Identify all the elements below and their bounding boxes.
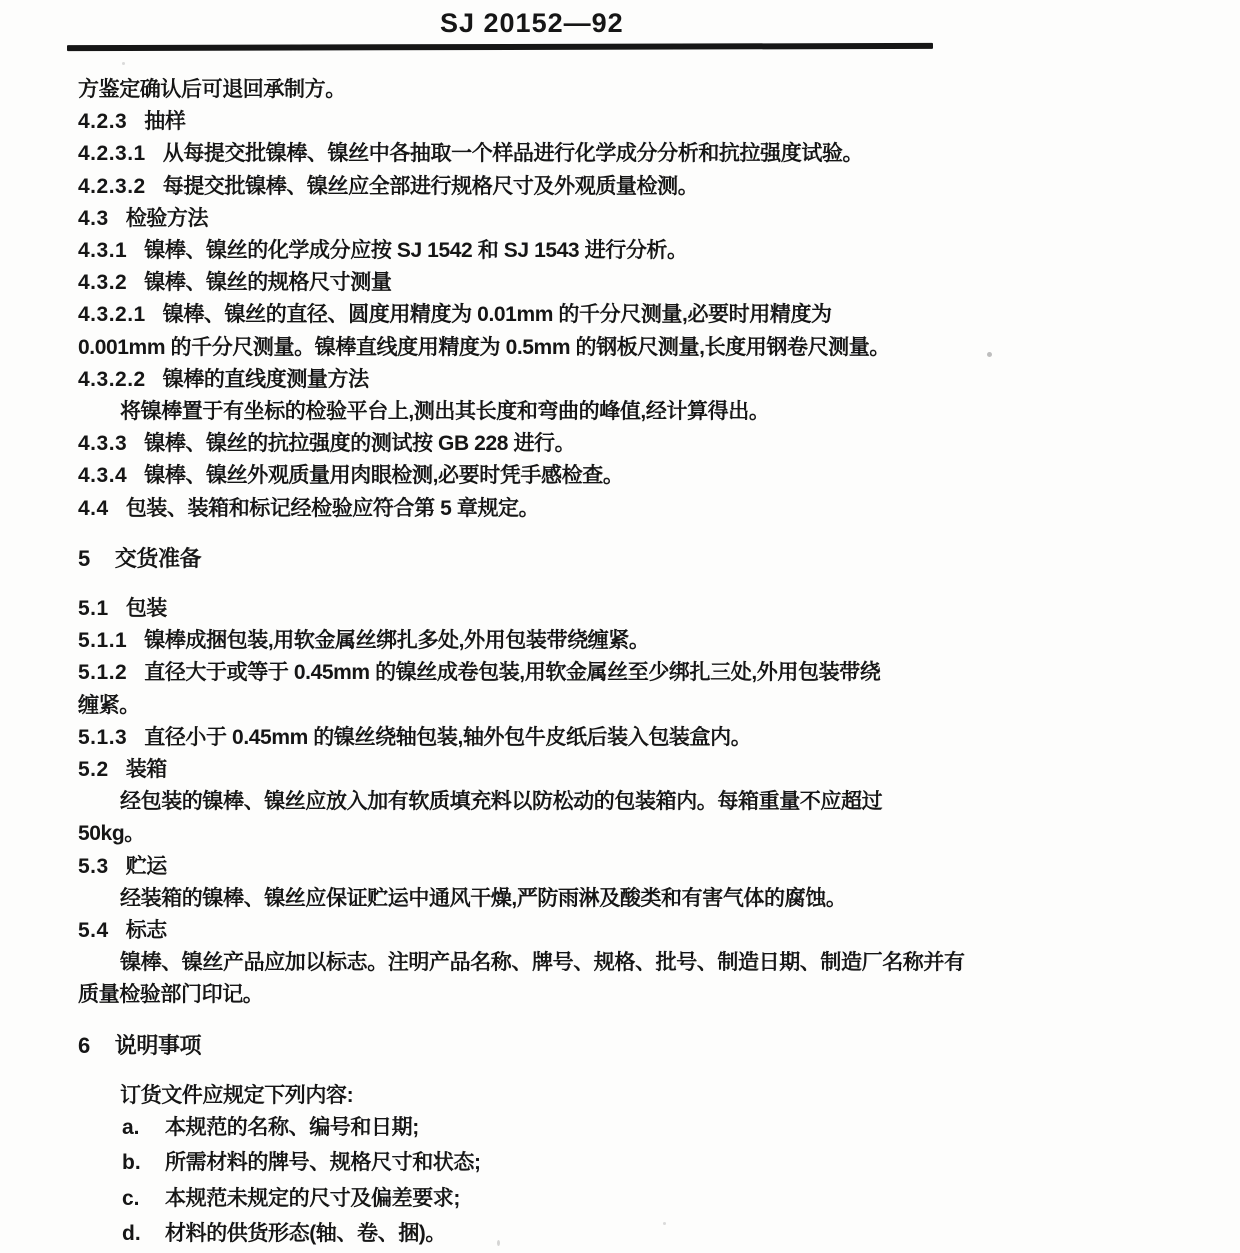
- text-line: [78, 267, 958, 299]
- clause-text: 检验方法: [125, 206, 209, 230]
- text-line: [78, 690, 958, 722]
- clause-number: 5.1.3: [78, 725, 128, 749]
- clause-text: 订货文件应规定下列内容:: [120, 1083, 354, 1107]
- clause-number: 4.3.3: [78, 432, 128, 456]
- clause-number: 4.2.3.2: [78, 174, 146, 198]
- text-line: [78, 493, 958, 525]
- text-line: [78, 1030, 958, 1062]
- clause-text: 镍棒、镍丝的化学成分应按 SJ 1542 和 SJ 1543 进行分析。: [144, 239, 688, 263]
- clause-text: 直径小于 0.45mm 的镍丝绕轴包装,轴外包牛皮纸后装入包装盒内。: [144, 725, 752, 749]
- clause-number: 4.4: [78, 496, 109, 520]
- text-line: [78, 1183, 958, 1215]
- scan-speck: [663, 1222, 666, 1225]
- clause-number: 6: [78, 1032, 91, 1058]
- text-line: [78, 1218, 958, 1250]
- text-line: [78, 722, 958, 754]
- clause-number: 4.3.1: [78, 239, 128, 263]
- clause-text: 本规范的名称、编号和日期;: [165, 1116, 419, 1140]
- clause-text: 镍棒的直线度测量方法: [162, 367, 369, 391]
- text-line: [78, 138, 958, 170]
- text-line: [78, 74, 958, 106]
- clause-text: 包装、装箱和标记经检验应符合第 5 章规定。: [125, 496, 540, 520]
- clause-number: c.: [122, 1186, 140, 1210]
- clause-text: 标志: [125, 919, 167, 943]
- clause-number: 5.1: [78, 597, 109, 621]
- text-line: [78, 543, 958, 575]
- text-line: [78, 1080, 958, 1112]
- text-line: [78, 203, 958, 235]
- clause-number: 4.3.2.1: [78, 303, 146, 327]
- clause-text: 镍棒、镍丝的规格尺寸测量: [144, 271, 392, 295]
- clause-text: 方鉴定确认后可退回承制方。: [78, 78, 346, 101]
- clause-text: 将镍棒置于有坐标的检验平台上,测出其长度和弯曲的峰值,经计算得出。: [120, 400, 770, 424]
- text-line: [78, 979, 958, 1011]
- clause-text: 从每提交批镍棒、镍丝中各抽取一个样品进行化学成分分析和抗拉强度试验。: [162, 142, 864, 166]
- scan-speck: [987, 352, 992, 357]
- clause-text: 经装箱的镍棒、镍丝应保证贮运中通风干燥,严防雨淋及酸类和有害气体的腐蚀。: [120, 886, 847, 910]
- clause-text: 50kg。: [78, 822, 145, 846]
- standard-number: SJ 20152—92: [440, 8, 624, 38]
- clause-text: 缠紧。: [78, 693, 140, 717]
- clause-text: 镍棒、镍丝产品应加以标志。注明产品名称、牌号、规格、批号、制造日期、制造厂名称并有: [120, 951, 965, 975]
- clause-text: 装箱: [125, 758, 167, 782]
- text-line: [78, 786, 958, 818]
- text-line: [78, 396, 958, 428]
- text-line: [78, 593, 958, 625]
- header-rule: [67, 43, 933, 51]
- clause-number: 4.3.2: [78, 271, 128, 295]
- clause-number: a.: [122, 1116, 140, 1140]
- clause-number: 4.2.3.1: [78, 142, 146, 166]
- text-line: [78, 915, 958, 947]
- clause-number: 5.2: [78, 758, 109, 782]
- clause-text: 质量检验部门印记。: [78, 983, 264, 1007]
- clause-text: 镍棒、镍丝的抗拉强度的测试按 GB 228 进行。: [144, 432, 576, 456]
- scan-speck: [122, 62, 125, 65]
- text-line: [78, 299, 958, 331]
- document-body: [78, 74, 965, 1253]
- text-line: [78, 851, 958, 883]
- clause-number: 5.1.1: [78, 629, 128, 653]
- clause-number: 4.3.4: [78, 464, 128, 488]
- clause-number: 5.1.2: [78, 661, 128, 685]
- clause-text: 说明事项: [114, 1032, 202, 1058]
- text-line: [78, 235, 958, 267]
- clause-text: 所需材料的牌号、规格尺寸和状态;: [165, 1151, 481, 1175]
- scan-speck: [497, 1240, 500, 1246]
- text-line: [78, 106, 958, 138]
- clause-text: 材料的供货形态(轴、卷、捆)。: [165, 1221, 446, 1245]
- text-line: [78, 818, 958, 850]
- text-line: [78, 1147, 958, 1179]
- text-line: [78, 947, 965, 979]
- text-line: [78, 883, 958, 915]
- text-line: [78, 625, 958, 657]
- clause-text: 贮运: [125, 854, 167, 878]
- clause-text: 本规范未规定的尺寸及偏差要求;: [165, 1186, 460, 1210]
- clause-text: 镍棒、镍丝的直径、圆度用精度为 0.01mm 的千分尺测量,必要时用精度为: [162, 303, 832, 327]
- text-line: [78, 657, 958, 689]
- clause-number: d.: [122, 1221, 141, 1245]
- clause-number: b.: [122, 1151, 141, 1175]
- text-line: [78, 364, 958, 396]
- text-line: [78, 171, 958, 203]
- clause-number: 5.3: [78, 854, 109, 878]
- clause-text: 抽样: [144, 110, 186, 134]
- clause-text: 0.001mm 的千分尺测量。镍棒直线度用精度为 0.5mm 的钢板尺测量,长度用钢卷尺测量。: [78, 335, 890, 359]
- clause-number: 5: [78, 545, 91, 571]
- text-line: [78, 754, 958, 786]
- text-line: [78, 1112, 958, 1144]
- clause-number: 5.4: [78, 919, 109, 943]
- clause-text: 直径大于或等于 0.45mm 的镍丝成卷包装,用软金属丝至少绑扎三处,外用包装带绕: [144, 661, 881, 685]
- clause-number: 4.2.3: [78, 110, 128, 134]
- text-line: [78, 428, 958, 460]
- clause-text: 每提交批镍棒、镍丝应全部进行规格尺寸及外观质量检测。: [162, 174, 699, 198]
- text-line: [78, 460, 958, 492]
- clause-text: 包装: [125, 597, 167, 621]
- clause-text: 交货准备: [114, 545, 202, 571]
- clause-text: 镍棒、镍丝外观质量用肉眼检测,必要时凭手感检查。: [144, 464, 624, 488]
- clause-number: 4.3.2.2: [78, 367, 146, 391]
- clause-text: 镍棒成捆包装,用软金属丝绑扎多处,外用包装带绕缠紧。: [144, 629, 650, 653]
- text-line: [78, 332, 958, 364]
- clause-number: 4.3: [78, 206, 109, 230]
- clause-text: 经包装的镍棒、镍丝应放入加有软质填充料以防松动的包装箱内。每箱重量不应超过: [120, 790, 883, 814]
